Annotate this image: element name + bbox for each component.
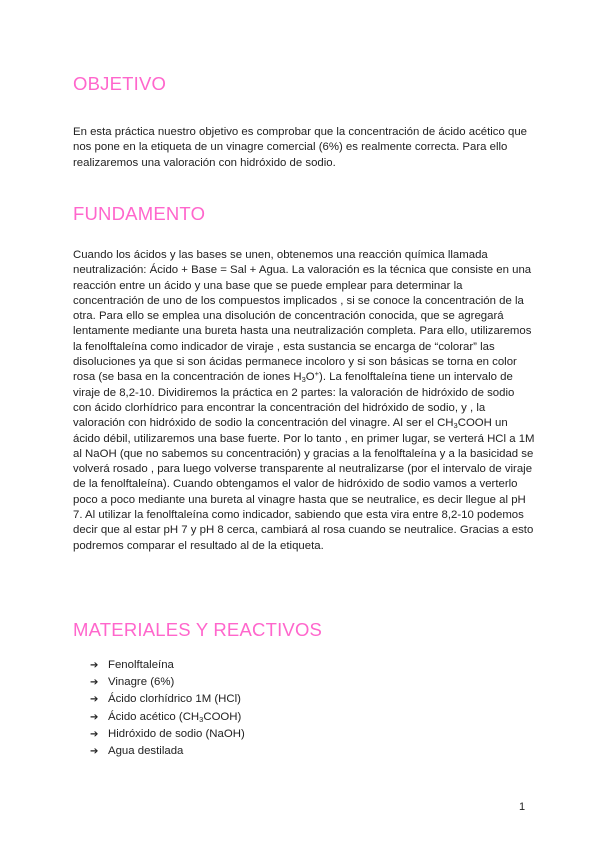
arrow-right-icon: ➔ (90, 694, 99, 706)
list-item-label: Ácido acético (CH (108, 710, 200, 723)
list-item (90, 709, 245, 726)
arrow-right-icon: ➔ (90, 660, 99, 671)
list-item-label: COOH) (203, 710, 242, 723)
subscript: 3 (199, 714, 204, 724)
fundamento-text-part: COOH un ácido débil, utilizaremos una base fuerte. Por lo tanto , en primer lugar, se verterá HCl a 1M al NaOH (que no sabemos su concentración) y gracias a la fenolftaleína y a la basicidad se volverá rosado , para luego volverse transparente al neutralizarse (por el intervalo de viraje de la fenolftaleína). Cuando obtengamos el valor de hidróxido de sodio vamos a verterlo poco a poco mediante una bureta al vinagre hasta que se neutralice, es decir llegue al pH 7. Al utilizar la fenolftaleína como indicador, sabiendo que esta vira entre 8,2-10 podemos decir que al estar pH 7 y pH 8 cerca, cambiará al rosa cuando se neutralice. Gracias a esto podremos comparar el resultado al de la etiqueta. (73, 417, 535, 552)
fundamento-paragraph (73, 248, 535, 554)
arrow-right-icon: ➔ (90, 746, 99, 758)
arrow-right-icon: ➔ (90, 711, 99, 723)
section-title-fundamento: FUNDAMENTO (73, 203, 206, 224)
list-item (90, 691, 245, 708)
arrow-right-icon: ➔ (90, 728, 99, 740)
list-item-label: Ácido clorhídrico 1M (HCl) (108, 693, 241, 706)
list-item (90, 743, 245, 760)
section-title-materiales: MATERIALES Y REACTIVOS (73, 619, 323, 640)
list-item-label: Vinagre (6%) (108, 676, 175, 689)
materiales-list (90, 657, 245, 760)
fundamento-text-part: ). La fenolftaleína tiene un intervalo de viraje de 8,2-10. Dividiremos la práctica en 2 partes: la valoración de hidróxido de sodio con ácido clorhídrico para encontrar la concentración del hidróxido de sodio, y , la valoración con hidróxido de sodio la concentración del vinagre. Al ser el CH (73, 371, 515, 430)
list-item-label: Agua destilada (108, 745, 184, 758)
page-number: 1 (519, 801, 526, 813)
list-item-label: Hidróxido de sodio (NaOH) (108, 727, 245, 740)
list-item (90, 726, 245, 743)
subscript: 3 (453, 421, 458, 431)
subscript: 3 (301, 375, 306, 385)
fundamento-text-part: O (305, 371, 315, 384)
fundamento-text-part: Cuando los ácidos y las bases se unen, obtenemos una reacción química llamada neutralización: Ácido + Base = Sal + Agua. La valoración es la técnica que consiste en una reacción entre un ácido y una base que se puede emplear para determinar la concentración de uno de los compuestos implicados , si se conoce la concentración de la otra. Para ello se emplea una disolución de concentración conocida, que se agregará lentamente mediante una bureta hasta una neutralización completa. Para ello, utilizaremos la fenolftaleína como indicador de viraje , esta sustancia se encarga de “colorar” las disoluciones ya que si son ácidas permanece incoloro y si son básicas se torna en color rosa (se basa en la concentración de iones H (73, 249, 532, 384)
superscript: + (314, 369, 320, 379)
list-item (90, 657, 245, 674)
list-item-label: Fenolftaleína (108, 659, 174, 671)
section-title-objetivo: OBJETIVO (73, 73, 167, 94)
arrow-right-icon: ➔ (90, 677, 99, 689)
objetivo-paragraph: En esta práctica nuestro objetivo es comprobar que la concentración de ácido acético que nos pone en la etiqueta de un vinagre comercial (6%) es realmente correcta. Para ello realizaremos una valoración con hidróxido de sodio. (73, 126, 528, 169)
list-item (90, 674, 245, 691)
